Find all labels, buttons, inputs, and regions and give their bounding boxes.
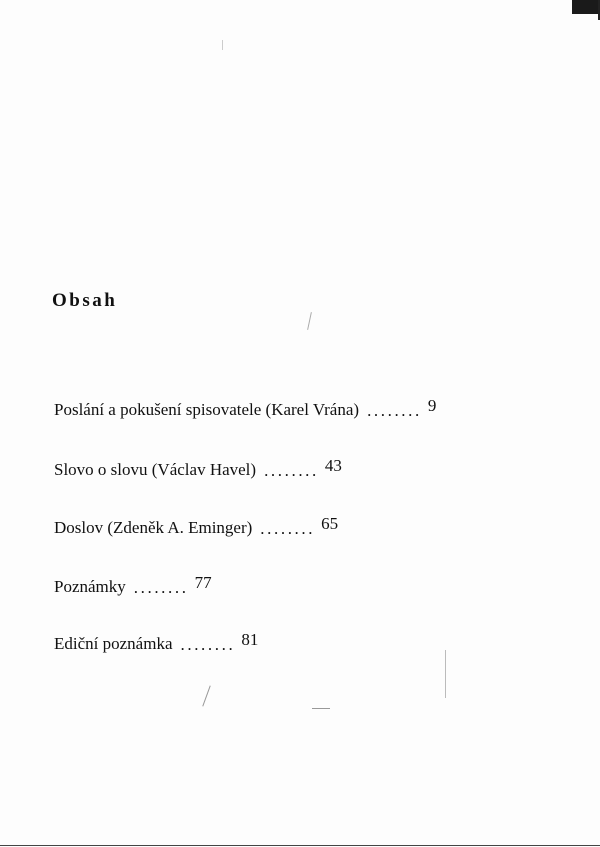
scan-speck: [307, 312, 312, 330]
toc-entry: [54, 573, 212, 597]
toc-entry-leader: ........: [133, 578, 189, 597]
toc-entry-page: 81: [241, 630, 259, 649]
toc-entry-page: 77: [194, 573, 212, 592]
scan-corner-mark: [572, 0, 600, 14]
toc-entry-leader: ........: [367, 401, 422, 420]
toc-entry: [54, 456, 342, 480]
toc-entry-title: Ediční poznámka: [54, 634, 173, 653]
toc-entry-title: Doslov (Zdeněk A. Eminger): [54, 518, 253, 537]
toc-entry: [54, 514, 339, 538]
toc-entry-page: 65: [321, 514, 339, 533]
scan-speck: [312, 708, 330, 709]
toc-entry-title: Poznámky: [54, 577, 126, 596]
toc-entry-leader: ........: [264, 461, 319, 480]
toc-heading: Obsah: [52, 290, 118, 311]
scan-speck: [222, 40, 223, 50]
toc-entry-title: Poslání a pokušení spisovatele (Karel Vrána): [54, 400, 360, 419]
toc-entry-page: 43: [324, 456, 342, 475]
scan-bottom-edge: [0, 843, 600, 847]
toc-entry-title: Slovo o slovu (Václav Havel): [54, 460, 257, 479]
toc-entry: [54, 630, 259, 654]
scan-speck: [202, 685, 210, 706]
toc-entry-leader: ........: [180, 635, 236, 654]
toc-entry-leader: ........: [260, 519, 316, 538]
scan-speck: [445, 650, 446, 698]
toc-entry: [54, 396, 437, 420]
toc-entry-page: 9: [427, 396, 437, 415]
